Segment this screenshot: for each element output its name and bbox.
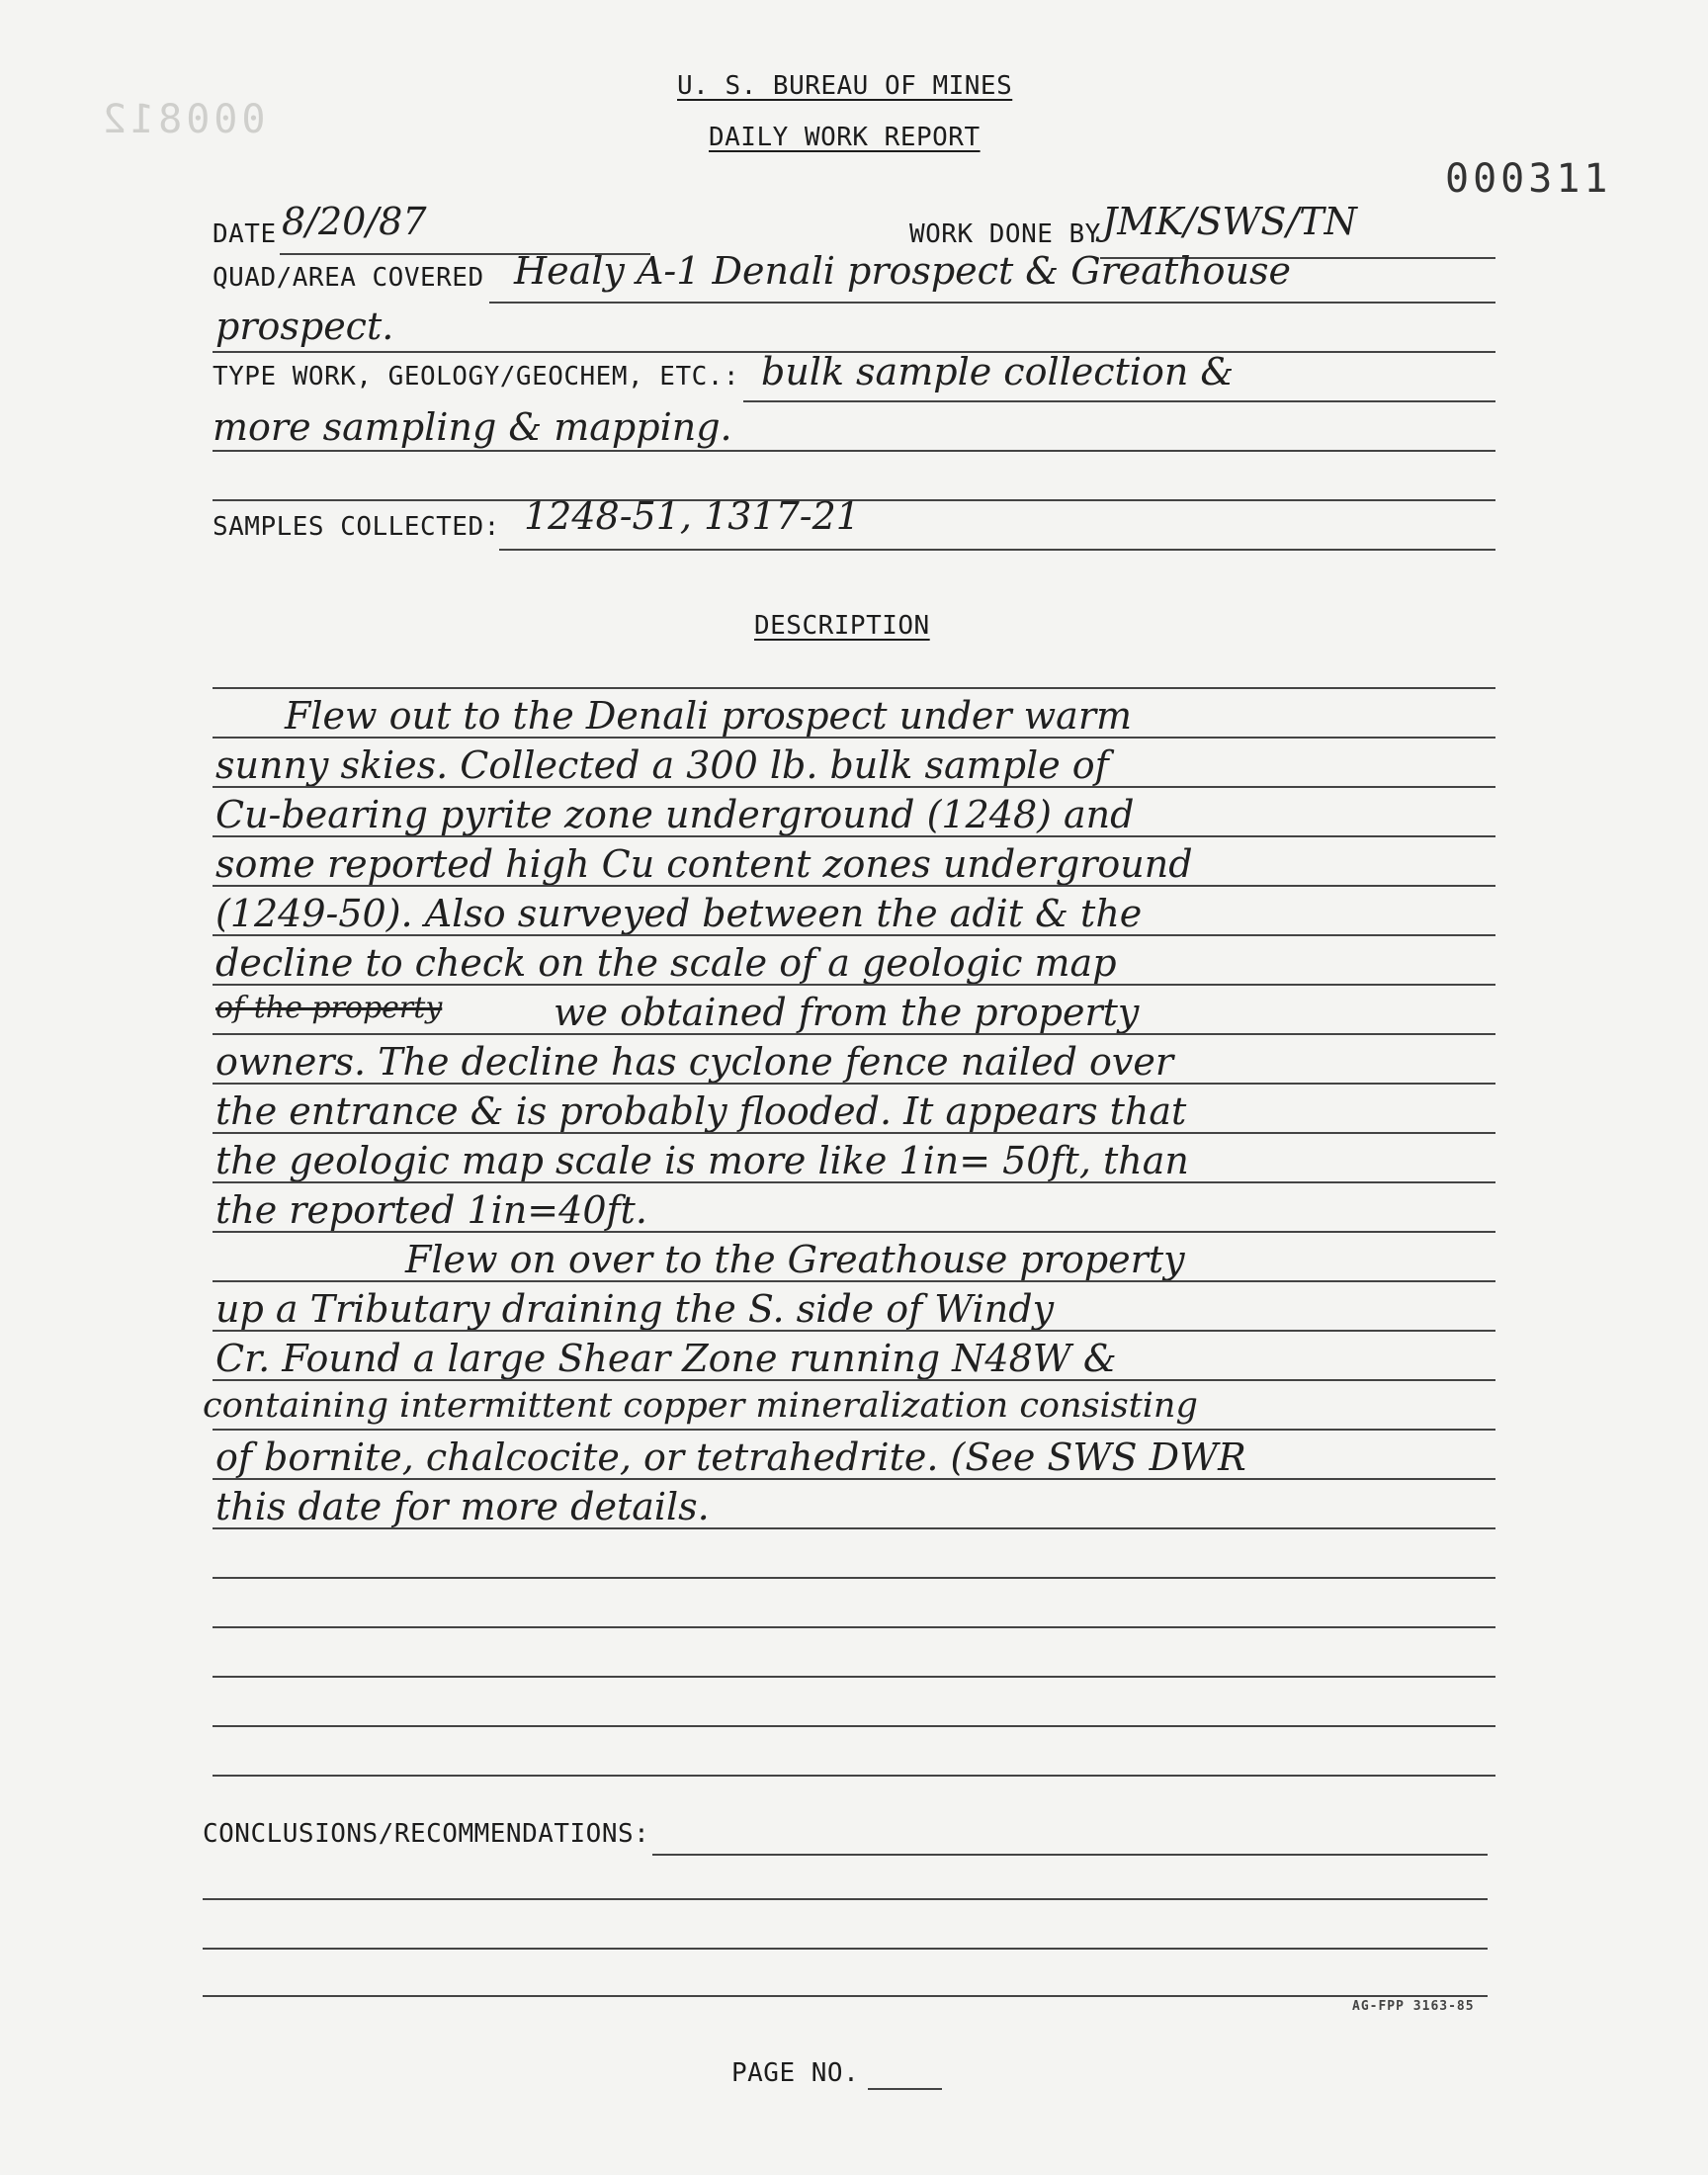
desc-line-7: we obtained from the property	[554, 991, 1140, 1034]
form-title: DAILY WORK REPORT	[709, 123, 981, 152]
desc-rule-9	[213, 1132, 1495, 1134]
desc-line-3: Cu-bearing pyrite zone underground (1248) and	[215, 793, 1135, 836]
ghost-stamp: 000812	[99, 97, 266, 142]
desc-rule-10	[213, 1181, 1495, 1183]
date-value: 8/20/87	[282, 200, 427, 243]
desc-rule-15	[213, 1429, 1495, 1431]
page-number-rule	[868, 2088, 942, 2090]
desc-line-16: of bornite, chalcocite, or tetrahedrite. (See SWS DWR	[215, 1436, 1246, 1479]
desc-line-6: decline to check on the scale of a geologic map	[215, 941, 1117, 985]
desc-line-17: this date for more details.	[215, 1485, 710, 1528]
desc-line-5: (1249-50). Also surveyed between the adit & the	[215, 892, 1143, 935]
desc-line-11: the reported 1in=40ft.	[215, 1188, 647, 1232]
desc-rule-17	[213, 1527, 1495, 1529]
desc-line-1: Flew out to the Denali prospect under warm	[285, 694, 1133, 738]
quad-rule-1	[489, 302, 1495, 304]
desc-line-10: the geologic map scale is more like 1in= 50ft, than	[215, 1139, 1189, 1182]
description-heading: DESCRIPTION	[754, 611, 930, 641]
desc-rule-16	[213, 1478, 1495, 1480]
desc-rule-20	[213, 1676, 1495, 1678]
conclusions-rule-1	[203, 1898, 1488, 1900]
conclusions-rule-2	[203, 1948, 1488, 1950]
quad-value-line2: prospect.	[215, 304, 394, 348]
desc-line-13: up a Tributary draining the S. side of Windy	[215, 1287, 1055, 1331]
conclusions-rule-3	[203, 1995, 1488, 1997]
type-work-value-line2: more sampling & mapping.	[213, 405, 732, 449]
desc-line-9: the entrance & is probably flooded. It appears that	[215, 1089, 1187, 1133]
desc-rule-22	[213, 1775, 1495, 1777]
page-number-stamp: 000311	[1445, 156, 1612, 202]
desc-line-15: containing intermittent copper mineralization consisting	[203, 1386, 1198, 1426]
struck-text: of the property	[215, 991, 443, 1025]
desc-rule-4	[213, 885, 1495, 887]
desc-line-4: some reported high Cu content zones underground	[215, 842, 1193, 886]
desc-rule-11	[213, 1231, 1495, 1233]
desc-rule-3	[213, 835, 1495, 837]
agency-title: U. S. BUREAU OF MINES	[677, 71, 1013, 101]
samples-rule	[499, 549, 1495, 551]
quad-label: QUAD/AREA COVERED	[213, 263, 484, 293]
desc-line-12: Flew on over to the Greathouse property	[405, 1238, 1185, 1281]
conclusions-rule-0	[652, 1854, 1488, 1856]
desc-rule-0	[213, 687, 1495, 689]
desc-rule-8	[213, 1083, 1495, 1085]
desc-rule-19	[213, 1626, 1495, 1628]
desc-rule-12	[213, 1280, 1495, 1282]
type-work-label: TYPE WORK, GEOLOGY/GEOCHEM, ETC.:	[213, 362, 740, 392]
samples-label: SAMPLES COLLECTED:	[213, 512, 500, 542]
type-work-value-line1: bulk sample collection &	[761, 350, 1235, 393]
conclusions-label: CONCLUSIONS/RECOMMENDATIONS:	[203, 1819, 650, 1849]
desc-rule-21	[213, 1725, 1495, 1727]
desc-line-8: owners. The decline has cyclone fence nailed over	[215, 1040, 1174, 1084]
desc-rule-14	[213, 1379, 1495, 1381]
type-work-rule-2	[213, 450, 1495, 452]
quad-value-line1: Healy A-1 Denali prospect & Greathouse	[514, 249, 1291, 293]
desc-rule-2	[213, 786, 1495, 788]
desc-rule-1	[213, 737, 1495, 739]
desc-rule-7	[213, 1033, 1495, 1035]
work-done-by-value: JMK/SWS/TN	[1102, 200, 1357, 243]
desc-line-14: Cr. Found a large Shear Zone running N48W &	[215, 1337, 1117, 1380]
form-number: AG-FPP 3163-85	[1352, 1999, 1475, 2014]
date-label: DATE	[213, 219, 277, 249]
desc-rule-5	[213, 934, 1495, 936]
desc-rule-18	[213, 1577, 1495, 1579]
desc-rule-13	[213, 1330, 1495, 1332]
work-done-by-label: WORK DONE BY	[909, 219, 1101, 249]
samples-value: 1248-51, 1317-21	[524, 494, 860, 538]
desc-rule-6	[213, 984, 1495, 986]
page-label: PAGE NO.	[731, 2058, 860, 2088]
desc-line-2: sunny skies. Collected a 300 lb. bulk sample of	[215, 743, 1109, 787]
type-work-rule-1	[743, 400, 1495, 402]
